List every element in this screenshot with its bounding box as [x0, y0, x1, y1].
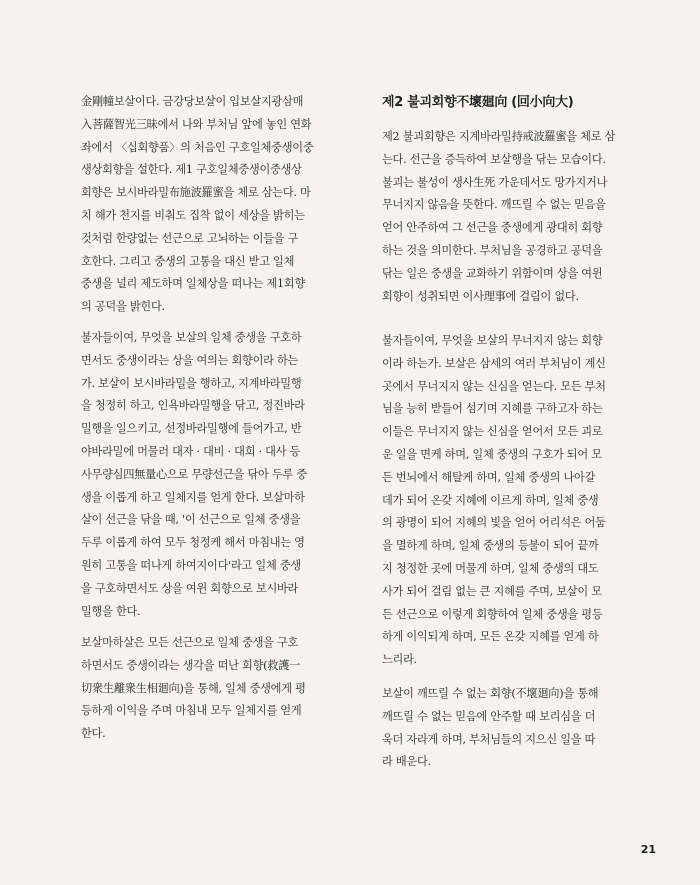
text-line: 을 청정히 하고, 인욕바라밀행을 닦고, 정진바라: [81, 399, 305, 413]
text-line: 호한다. 그리고 중생의 고통을 대신 받고 일체: [81, 254, 295, 268]
text-line: 이들은 무너지지 않는 신심을 얻어서 모든 괴로: [382, 425, 603, 439]
text-line: 불자들이여, 무엇을 보살의 일체 중생을 구호하: [81, 331, 302, 344]
text-line: 이라 하는가. 보살은 삼세의 여러 부처님이 계신: [382, 356, 606, 370]
text-line: 사가 되어 걸림 없는 큰 지혜를 주며, 보살이 모: [382, 584, 602, 598]
text-line: 가. 보살이 보시바라밀을 행하고, 지계바라밀행: [81, 376, 302, 390]
text-line: 회향은 보시바라밀布施波羅蜜을 체로 삼는다. 마: [81, 186, 311, 200]
text-line: 든 선근으로 이렇게 회향하여 일체 중생을 평등: [382, 607, 603, 621]
text-line: 는다. 선근을 증득하여 보살행을 닦는 모습이다.: [382, 152, 606, 166]
section-heading: 제2 불괴회향不壞廻向 (回小向大): [382, 95, 574, 110]
text-line: 든 번뇌에서 해탈케 하며, 일체 중생의 나아갈: [382, 470, 596, 484]
text-line: 생상회향을 설한다. 제1 구호일체중생이중생상: [81, 163, 302, 177]
text-line: 밀행을 한다.: [81, 604, 141, 618]
text-line: 운 일을 면케 하며, 일체 중생의 구호가 되어 모: [382, 447, 602, 461]
text-line: 살이 선근을 닦을 때, '이 선근으로 일체 중생을: [81, 513, 301, 527]
right-paragraph-1: [382, 126, 656, 308]
text-line: 보살마하살은 모든 선근으로 일체 중생을 구호: [81, 636, 299, 649]
text-line: 하게 이익되게 하며, 모든 온갖 지혜를 얻게 하: [382, 630, 599, 644]
text-line: 한다.: [81, 727, 106, 741]
text-line: 닦는 일은 중생을 교화하기 위함이며 상을 여윈: [382, 266, 603, 280]
text-line: 밀행을 일으키고, 선정바라밀행에 들어가고, 반: [81, 422, 302, 436]
text-line: 느리라.: [382, 653, 417, 667]
text-line: 좌에서 〈십회향품〉의 처음인 구호일체중생이중: [81, 140, 314, 154]
text-line: 의 광명이 되어 지혜의 빛을 얻어 어리석은 어둠: [382, 516, 606, 530]
text-line: 님을 능히 받들어 섬기며 지혜를 구하고자 하는: [382, 402, 603, 416]
text-line: 제2 불괴회향은 지계바라밀持戒波羅蜜을 체로 삼: [382, 130, 616, 143]
text-line: 회향이 성취되면 이사理事에 걸림이 없다.: [382, 289, 579, 303]
left-paragraph-2: [81, 327, 353, 623]
text-line: 보살이 깨뜨릴 수 없는 회향(不壞廻向)을 통해: [382, 687, 599, 700]
left-paragraph-3: [81, 632, 353, 746]
text-line: 하는 것을 의미한다. 부처님을 공경하고 공덕을: [382, 243, 603, 257]
left-column: [81, 0, 353, 885]
text-line: 얻어 안주하여 그 선근을 중생에게 광대히 회향: [382, 221, 603, 235]
text-line: 불괴는 불성이 생사生死 가운데서도 망가지거나: [382, 175, 608, 189]
text-line: 야바라밀에 머물러 대자 · 대비 · 대희 · 대사 등: [81, 444, 301, 458]
text-line: 생을 이롭게 하고 일체지를 얻게 한다. 보살마하: [81, 490, 305, 504]
text-line: 의 공덕을 밝힌다.: [81, 300, 165, 314]
text-line: 등하게 이익을 주며 마침내 모두 일체지를 얻게: [81, 704, 302, 718]
text-line: 면서도 중생이라는 상을 여의는 회향이라 하는: [81, 353, 299, 367]
text-line: 치 해가 천지를 비춰도 집착 없이 세상을 밝히는: [81, 208, 305, 222]
right-paragraph-3: [382, 683, 656, 774]
text-line: 곳에서 무너지지 않는 신심을 얻는다. 모든 부처: [382, 379, 606, 393]
text-line: 중생을 널리 제도하며 일체상을 떠나는 제1회향: [81, 277, 305, 291]
text-line: 切衆生離衆生相廻向)을 통해, 일체 중생에게 평: [81, 681, 306, 695]
text-line: 하면서도 중생이라는 생각을 떠난 회향(救護一: [81, 658, 301, 672]
text-line: 金剛幢보살이다. 금강당보살이 입보살지광삼매: [81, 95, 304, 108]
text-line: 두루 이롭게 하여 모두 청정케 해서 마침내는 영: [81, 536, 305, 550]
text-line: 라 배운다.: [382, 755, 431, 769]
text-line: 원히 고통을 떠나게 하여지이다'라고 일체 중생: [81, 558, 301, 572]
text-line: 入菩薩智光三昧에서 나와 부처님 앞에 놓인 연화: [81, 117, 312, 131]
page-number: 21: [640, 843, 656, 856]
text-line: 것처럼 한량없는 선근으로 고뇌하는 이들을 구: [81, 231, 299, 245]
text-line: 을 구호하면서도 상을 여윈 회향으로 보시바라: [81, 581, 299, 595]
text-line: 사무량심四無量心으로 무량선근을 닦아 두루 중: [81, 467, 307, 481]
text-line: 욱더 자라게 하며, 부처님들의 지으신 일을 따: [382, 732, 596, 746]
text-line: 지 청정한 곳에 머물게 하며, 일체 중생의 대도: [382, 561, 599, 575]
text-line: 깨뜨릴 수 없는 믿음에 안주할 때 보리심을 더: [382, 709, 596, 723]
text-line: 을 멸하게 하며, 일체 중생의 등불이 되어 끝까: [382, 539, 599, 553]
right-column: [382, 0, 656, 885]
right-paragraph-2: [382, 330, 656, 672]
text-line: 불자들이여, 무엇을 보살의 무너지지 않는 회향: [382, 334, 603, 347]
left-paragraph-1: [81, 91, 353, 319]
text-line: 무너지지 않음을 뜻한다. 깨뜨릴 수 없는 믿음을: [382, 198, 606, 212]
text-line: 데가 되어 온갖 지혜에 이르게 하며, 일체 중생: [382, 493, 599, 507]
